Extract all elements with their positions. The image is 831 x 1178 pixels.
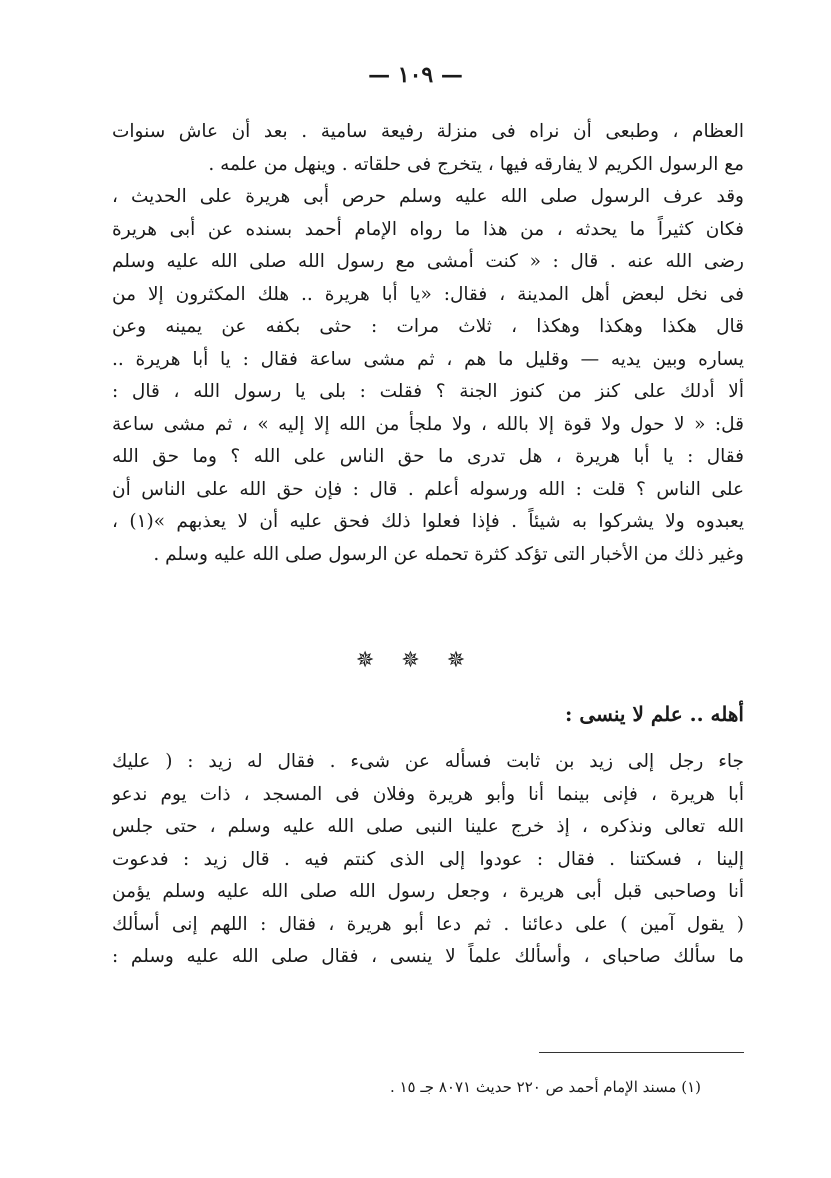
text-line: العظام ، وطبعى أن نراه فى منزلة رفيعة سامية . بعد أن عاش سنوات bbox=[112, 121, 744, 142]
text-line: قل: « لا حول ولا قوة إلا بالله ، ولا ملجأ من الله إلا إليه » ، ثم مشى ساعة bbox=[112, 413, 744, 435]
text-line: رضى الله عنه . قال : « كنت أمشى مع رسول الله صلى الله عليه وسلم bbox=[112, 251, 744, 272]
footnote-separator bbox=[539, 1052, 744, 1053]
main-text-block bbox=[112, 116, 744, 571]
text-line: على الناس ؟ قلت : الله ورسوله أعلم . قال : فإن حق الله على الناس أن bbox=[112, 478, 744, 500]
text-line: ( يقول آمين ) على دعائنا . ثم دعا أبو هريرة ، فقال : اللهم إنى أسألك bbox=[112, 913, 744, 935]
text-line: يساره وبين يديه — وقليل ما هم ، ثم مشى ساعة فقال : يا أبا هريرة .. bbox=[112, 348, 744, 370]
text-line: الله تعالى ونذكره ، إذ خرج علينا النبى صلى الله عليه وسلم ، حتى جلس bbox=[112, 816, 744, 837]
text-line: قال هكذا وهكذا وهكذا ، ثلاث مرات : حثى بكفه عن يمينه وعن bbox=[112, 316, 744, 337]
text-line: أنا وصاحبى قبل أبى هريرة ، وجعل رسول الله صلى الله عليه وسلم يؤمن bbox=[112, 881, 744, 902]
text-line: وقد عرف الرسول صلى الله عليه وسلم حرص أبى هريرة على الحديث ، bbox=[112, 186, 744, 207]
text-line: مع الرسول الكريم لا يفارقه فيها ، يتخرج فى حلقاته . وينهل من علمه . bbox=[208, 153, 744, 175]
text-line: أبا هريرة ، فإنى بينما أنا وأبو هريرة وفلان فى المسجد ، ذات يوم ندعو bbox=[112, 783, 744, 805]
footnote: (١) مسند الإمام أحمد ص ٢٢٠ حديث ٨٠٧١ جـ ١٥ . bbox=[389, 1078, 701, 1096]
text-line: يعبدوه ولا يشركوا به شيئاً . فإذا فعلوا ذلك فحق عليه أن لا يعذبهم »(١) ، bbox=[112, 511, 744, 532]
text-line: وغير ذلك من الأخبار التى تؤكد كثرة تحمله عن الرسول صلى الله عليه وسلم . bbox=[153, 543, 744, 565]
second-text-block bbox=[112, 746, 744, 974]
text-line: إلينا ، فسكتنا . فقال : عودوا إلى الذى كنتم فيه . قال زيد : فدعوت bbox=[112, 848, 744, 870]
text-line: ما سألك صاحباى ، وأسألك علماً لا ينسى ، فقال صلى الله عليه وسلم : bbox=[112, 946, 744, 967]
section-divider-ornament: ✵ ✵ ✵ bbox=[355, 648, 476, 673]
text-line: فقال : يا أبا هريرة ، هل تدرى ما حق الناس على الله ؟ وما حق الله bbox=[112, 446, 744, 467]
text-line: فكان كثيراً ما يحدثه ، من هذا ما رواه الإمام أحمد بسنده عن أبى هريرة bbox=[112, 218, 744, 240]
text-line: ألا أدلك على كنز من كنوز الجنة ؟ فقلت : بلى يا رسول الله ، قال : bbox=[112, 381, 744, 402]
section-heading: أهله .. علم لا ينسى : bbox=[565, 702, 744, 726]
text-line: جاء رجل إلى زيد بن ثابت فسأله عن شىء . فقال له زيد : ( عليك bbox=[112, 751, 744, 772]
page-number: — ١٠٩ — bbox=[368, 62, 463, 88]
text-line: فى نخل لبعض أهل المدينة ، فقال: «يا أبا هريرة .. هلك المكثرون إلا من bbox=[112, 283, 744, 305]
